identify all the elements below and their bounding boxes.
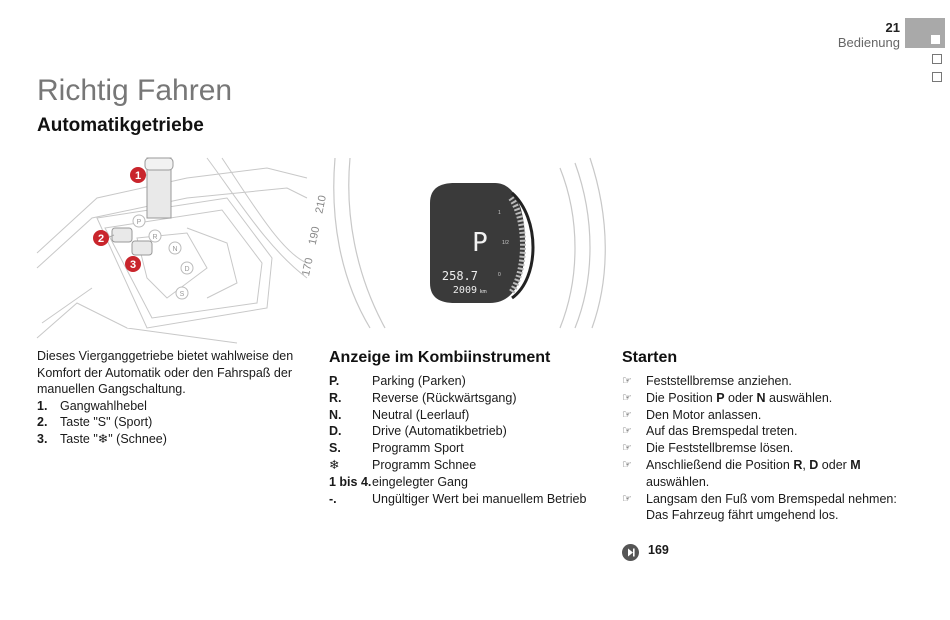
hand-pointer-icon: ☞ (622, 458, 632, 471)
hand-pointer-icon: ☞ (622, 408, 632, 421)
step-item: ☞ Die Feststellbremse lösen. (622, 441, 794, 456)
tach-mark: 1/2 (502, 240, 509, 246)
step-item: ☞ Den Motor anlassen. (622, 407, 762, 422)
step-item: ☞ Die Position P oder N auswählen. (622, 390, 833, 405)
starting-steps (622, 373, 912, 524)
odometer-reading: 258.7 (441, 269, 478, 283)
dial-number: 170 (300, 256, 316, 278)
gear-indicator: P (472, 228, 488, 258)
section-tab-marker (931, 35, 940, 44)
hand-pointer-icon: ☞ (622, 492, 632, 505)
display-row: ❄ Programm Schnee (329, 457, 477, 472)
section-tab[interactable] (932, 72, 942, 82)
display-heading: Anzeige im Kombiinstrument (329, 349, 551, 366)
display-row: P. Parking (Parken) (329, 374, 466, 388)
hand-pointer-icon: ☞ (622, 425, 632, 438)
intro-text: Dieses Vierganggetriebe bietet wahlweise den Komfort der Automatik oder den Fahrspaß der manuellen Gangschaltung. (37, 349, 294, 397)
gate-letter: D (184, 266, 190, 273)
step-item: ☞ Feststellbremse anziehen. (622, 374, 792, 388)
intro-section (37, 348, 307, 448)
step-item: ☞ Langsam den Fuß vom Bremspedal nehmen: Das Fahrzeug fährt umgehend los. (622, 491, 897, 523)
display-row: S. Programm Sport (329, 441, 464, 456)
tach-mark: 1 (498, 210, 501, 216)
gear-lever-illustration (37, 158, 307, 343)
step-item: ☞ Anschließend die Position R, D oder M auswählen. (622, 457, 861, 489)
section-tab[interactable] (932, 54, 942, 64)
page-reference-link[interactable]: 169 (648, 543, 669, 557)
callout-1: 1 (134, 170, 142, 182)
page-subtitle: Automatikgetriebe (37, 115, 204, 136)
list-item: 2. Taste "S" (Sport) (37, 415, 153, 430)
starting-heading: Starten (622, 349, 678, 366)
dial-number: 210 (313, 194, 329, 215)
display-row: N. Neutral (Leerlauf) (329, 407, 470, 422)
display-row: -. Ungültiger Wert bei manuellem Betrieb (329, 491, 587, 506)
gate-letter: R (152, 234, 158, 241)
gate-letter: N (172, 246, 178, 253)
hand-pointer-icon: ☞ (622, 442, 632, 455)
component-list (37, 398, 307, 448)
gate-letter: P (136, 219, 142, 226)
hand-pointer-icon: ☞ (622, 391, 632, 404)
gate-letter: S (179, 291, 185, 298)
section-name: Bedienung (837, 35, 900, 50)
dial-number: 190 (306, 225, 323, 246)
trip-unit: km (480, 289, 487, 295)
callout-2: 2 (97, 233, 105, 245)
step-item: ☞ Auf das Bremspedal treten. (622, 424, 798, 439)
page-title: Richtig Fahren (37, 74, 233, 107)
display-code-list (329, 373, 609, 507)
tach-mark: 0 (498, 272, 501, 278)
callout-3: 3 (129, 259, 137, 271)
display-row: 1 bis 4. eingelegter Gang (329, 474, 468, 489)
trip-reading: 2009 (452, 285, 477, 296)
display-row: D. Drive (Automatikbetrieb) (329, 424, 507, 439)
page-number: 21 (885, 20, 900, 35)
instrument-cluster-illustration (300, 158, 602, 328)
list-item: 3. Taste "❄" (Schnee) (37, 431, 167, 446)
display-row: R. Reverse (Rückwärtsgang) (329, 390, 517, 405)
list-item: 1. Gangwahlhebel (37, 398, 147, 413)
hand-pointer-icon: ☞ (622, 375, 632, 387)
page-reference-icon[interactable] (622, 544, 639, 561)
